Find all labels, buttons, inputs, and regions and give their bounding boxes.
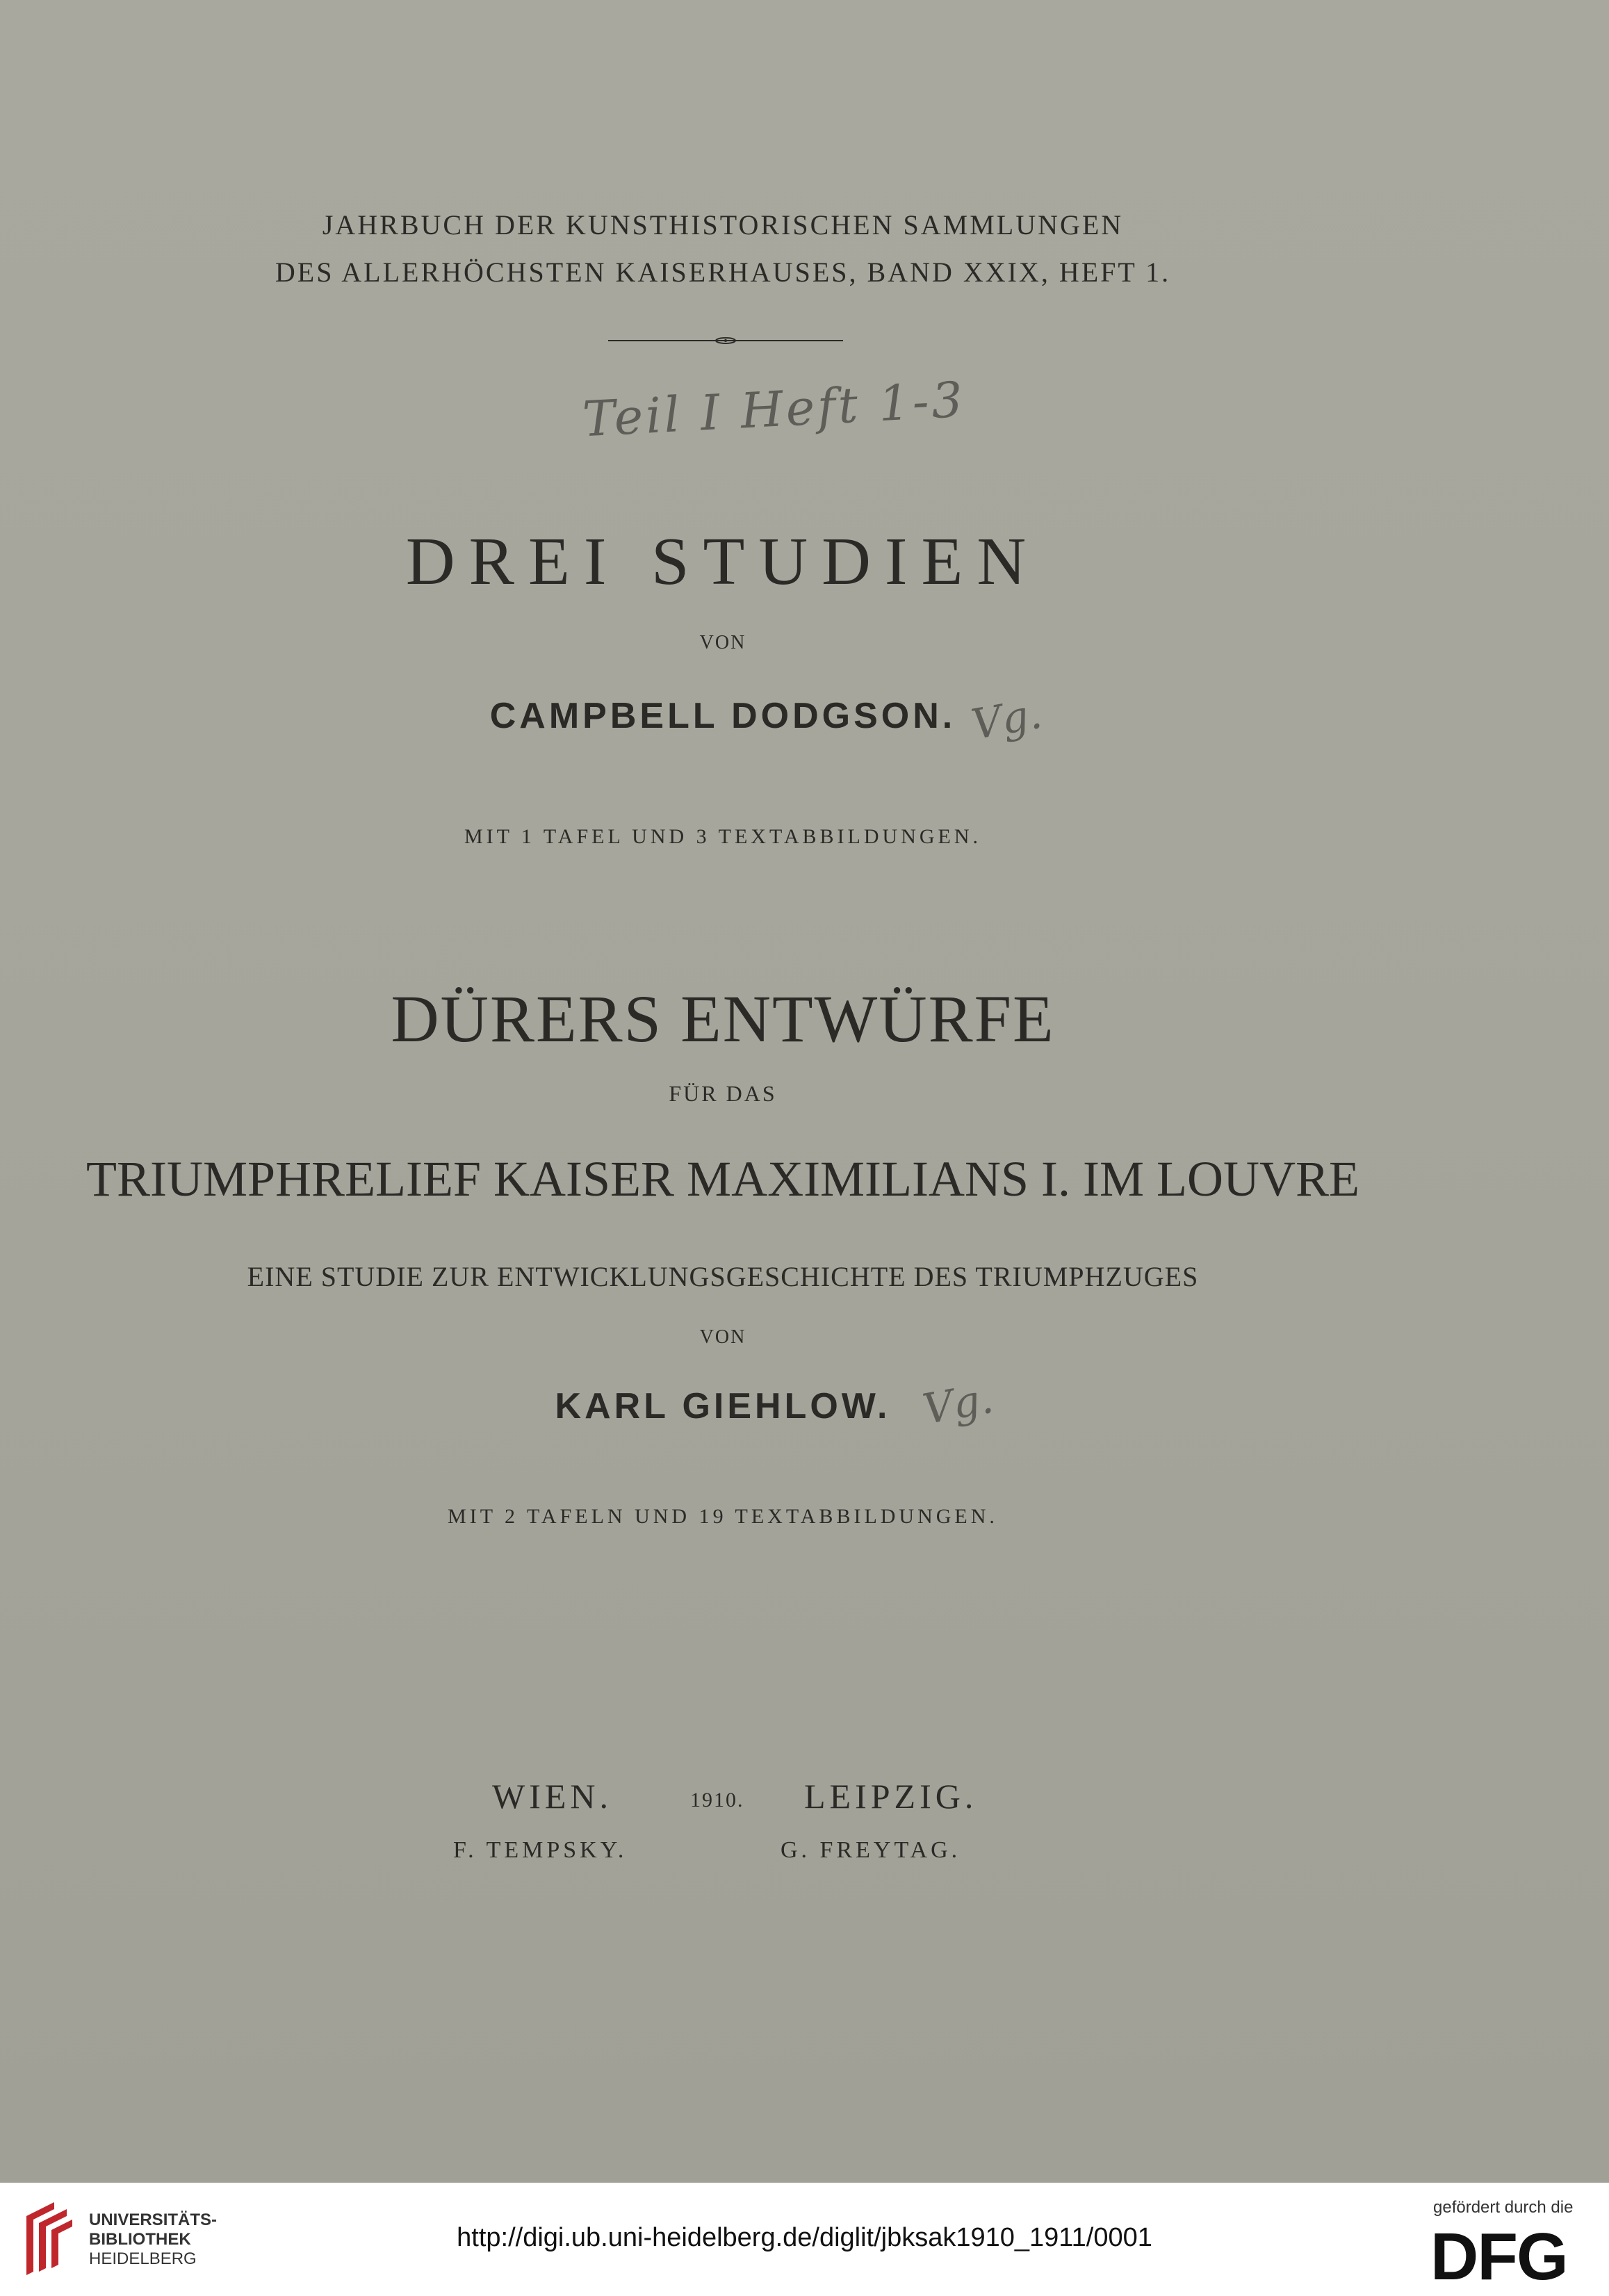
study-subtitle: EINE STUDIE ZUR ENTWICKLUNGSGESCHICHTE DES TRIUMPHZUGES bbox=[247, 1261, 1199, 1292]
library-name-line: UNIVERSITÄTS- bbox=[89, 2210, 218, 2229]
publisher-tempsky: F. TEMPSKY. bbox=[453, 1837, 628, 1863]
library-name-line: HEIDELBERG bbox=[89, 2249, 197, 2268]
author-name: CAMPBELL DODGSON. bbox=[489, 696, 956, 736]
illustration-note: MIT 2 TAFELN UND 19 TEXTABBILDUNGEN. bbox=[448, 1505, 998, 1528]
digitization-footer bbox=[0, 2183, 1609, 2296]
handwritten-note: Teil I Heft 1-3 bbox=[581, 371, 967, 448]
imprint-year: 1910. bbox=[690, 1789, 744, 1811]
main-title: DREI STUDIEN bbox=[405, 524, 1040, 599]
imprint-city-wien: WIEN. bbox=[492, 1777, 612, 1816]
journal-title-line-2: DES ALLERHÖCHSTEN KAISERHAUSES, BAND XXIX, HEFT 1. bbox=[275, 257, 1171, 288]
von-label: VON bbox=[699, 1326, 746, 1348]
imprint-city-leipzig: LEIPZIG. bbox=[804, 1777, 978, 1816]
author-name: KARL GIEHLOW. bbox=[555, 1386, 891, 1426]
fur-das-label: FÜR DAS bbox=[669, 1081, 777, 1106]
study-title: DÜRERS ENTWÜRFE bbox=[391, 982, 1055, 1056]
handwritten-mark: Vg. bbox=[919, 1374, 997, 1435]
dfg-logo[interactable]: DFG bbox=[1430, 2220, 1567, 2294]
handwritten-mark: Vg. bbox=[967, 689, 1046, 750]
illustration-note: MIT 1 TAFEL UND 3 TEXTABBILDUNGEN. bbox=[464, 825, 982, 848]
journal-title-line-1: JAHRBUCH DER KUNSTHISTORISCHEN SAMMLUNGEN bbox=[322, 209, 1124, 241]
funding-label: gefördert durch die bbox=[1433, 2198, 1574, 2217]
ornament-rule bbox=[608, 336, 843, 345]
study-title-line-2: TRIUMPHRELIEF KAISER MAXIMILIANS I. IM LOUVRE bbox=[86, 1151, 1359, 1207]
permalink-url[interactable]: http://digi.ub.uni-heidelberg.de/diglit/jbksak1910_1911/0001 bbox=[457, 2223, 1152, 2252]
von-label: VON bbox=[699, 632, 746, 653]
library-name-line: BIBLIOTHEK bbox=[89, 2230, 191, 2249]
publisher-freytag: G. FREYTAG. bbox=[781, 1837, 961, 1863]
